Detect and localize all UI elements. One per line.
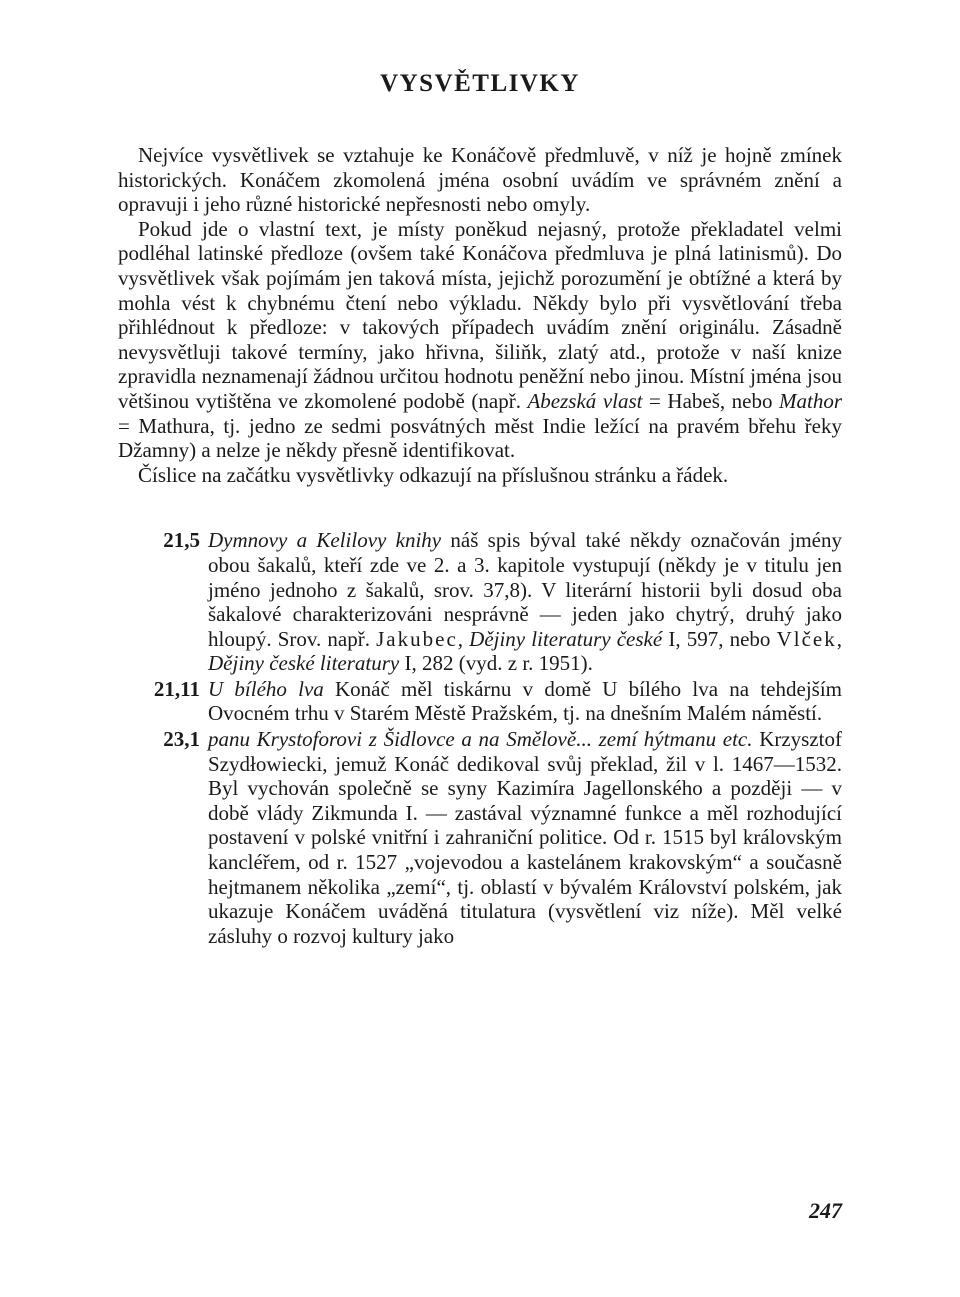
note-lemma: U bílého lva bbox=[208, 676, 324, 701]
note-entry bbox=[118, 677, 842, 726]
note-work-title: Dějiny literatury české bbox=[469, 626, 663, 651]
note-text: , bbox=[836, 626, 842, 651]
note-text: , bbox=[457, 626, 470, 651]
note-entry bbox=[118, 528, 842, 676]
intro-paragraph-3: Číslice na začátku vysvětlivky odkazují na příslušnou stránku a řádek. bbox=[138, 462, 729, 487]
note-author: Jakubec bbox=[376, 626, 458, 651]
intro-paragraph-2 bbox=[118, 217, 842, 463]
note-author: Vlček bbox=[776, 626, 837, 651]
intro-paragraph-2-end: = Mathura, tj. jedno ze sedmi posvátných měst Indie ležící na pravém břehu řeky Džamny) a nelze je někdy přesně identifikovat. bbox=[118, 413, 842, 463]
note-lemma: Dymnovy a Kelilovy knihy bbox=[208, 528, 442, 553]
page-number: 247 bbox=[809, 1198, 842, 1223]
note-reference: 21,5 bbox=[163, 528, 200, 553]
place-name-example-2: Mathor bbox=[779, 388, 843, 413]
note-reference: 21,11 bbox=[153, 676, 200, 701]
note-entry bbox=[118, 727, 842, 948]
note-work-title: Dějiny české literatury bbox=[208, 651, 400, 676]
notes-list bbox=[118, 528, 842, 948]
note-text: Krzysztof Szydłowiecki, jemuž Konáč dedikoval svůj překlad, žil v l. 1467—1532. Byl vychován společně se syny Kazimíra Jagellonského a později — v době vlády Zikmunda I. — zastával významné funkce a měl rozhodující postavení v polské vnitřní i zahraniční politice. Od r. 1515 byl královským kancléřem, od r. 1527 „vojevodou a kastelánem krakovským“ a současně hejtmanem několika „zemí“, tj. oblastí v bývalém Království polském, jak ukazuje Konáčem uváděná titulatura (vysvětlení viz níže). Měl velké zásluhy o rozvoj kultury jako bbox=[208, 727, 842, 948]
note-lemma: panu Krystoforovi z Šidlovce a na Smělově... zemí hýtmanu etc. bbox=[208, 727, 753, 752]
page-title: VYSVĚTLIVKY bbox=[380, 70, 580, 97]
note-reference: 23,1 bbox=[163, 727, 200, 752]
note-text: Konáč měl tiskárnu v domě U bílého lva na tehdejším Ovocném trhu v Starém Městě Pražském, tj. na dnešním Malém náměstí. bbox=[208, 676, 843, 726]
page-content bbox=[118, 70, 842, 949]
place-name-example-1: Abezská vlast bbox=[527, 388, 643, 413]
intro-paragraph-1: Nejvíce vysvětlivek se vztahuje ke Konáčově předmluvě, v níž je hojně zmínek historických. Konáčem zkomolená jména osobní uvádím ve správném znění a opravuji i jeho různé historické nepřesnosti nebo omyly. bbox=[118, 143, 842, 217]
note-text: I, 597, nebo bbox=[662, 626, 777, 651]
intro-paragraph-2-mid: = Habeš, nebo bbox=[642, 388, 780, 413]
note-text: náš spis býval také někdy označován jmény obou šakalů, kteří zde ve 2. a 3. kapitole vystupují (někdy je v titulu jen jméno jednoho z šakalů, srov. 37,8). V literární historii byli dosud oba šakalové charakterizováni nesprávně — jeden jako chytrý, druhý jako hloupý. Srov. např. bbox=[208, 528, 842, 651]
note-text: I, 282 (vyd. z r. 1951). bbox=[399, 651, 593, 676]
intro-paragraph-2-text: Pokud jde o vlastní text, je místy poněkud nejasný, protože překladatel velmi podléhal latinské předloze (ovšem také Konáčova předmluva je plná latinismů). Do vysvětlivek však pojímám jen taková místa, jejichž porozumění je obtížné a která by mohla vést k chybnému čtení nebo výkladu. Někdy bylo při vysvětlování třeba přihlédnout k předloze: v takových případech uvádím znění originálu. Zásadně nevysvětluji takové termíny, jako hřivna, šiliňk, zlatý atd., protože v naší knize zpravidla neznamenají žádnou určitou hodnotu peněžní nebo jinou. Místní jména jsou většinou vytištěna ve zkomolené podobě (např. bbox=[118, 216, 842, 413]
